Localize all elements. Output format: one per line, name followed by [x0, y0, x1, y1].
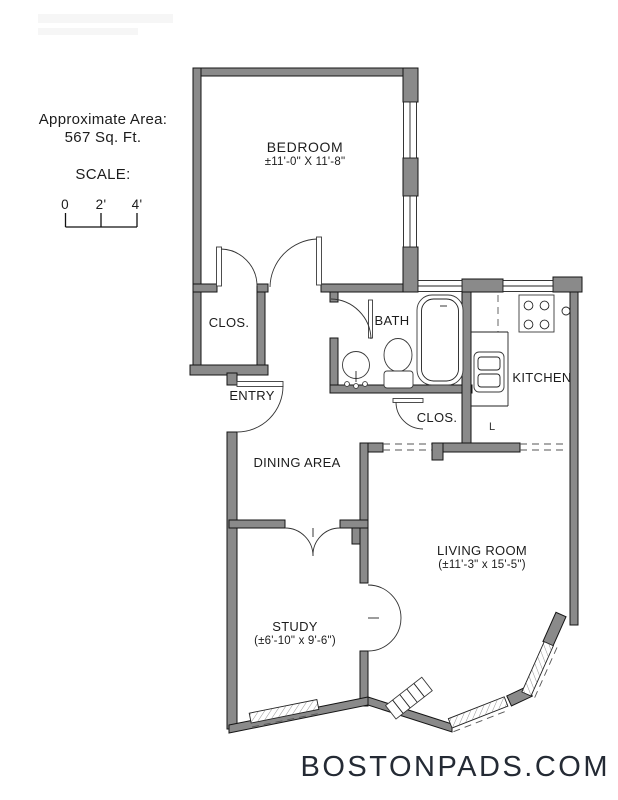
label-closet1: CLOS. — [208, 315, 250, 330]
label-dining: DINING AREA — [253, 455, 341, 470]
label-kitchen: KITCHEN — [512, 370, 572, 385]
kitchen-mark: L — [489, 421, 496, 433]
label-study-dims: (±6'-10" x 9'-6") — [254, 635, 336, 647]
bostonpads-brand: BOSTONPADS.COM — [300, 751, 610, 783]
door-bath — [331, 299, 373, 339]
window — [404, 196, 417, 247]
toilet — [384, 339, 413, 389]
bathtub — [417, 295, 463, 385]
kitchen-light — [562, 307, 570, 315]
stove — [519, 295, 554, 332]
label-bedroom: BEDROOM — [266, 139, 344, 155]
window — [503, 281, 553, 292]
bath-sink — [343, 352, 370, 389]
door-study-double — [285, 528, 340, 556]
label-closet2: CLOS. — [416, 410, 458, 425]
window — [404, 102, 417, 158]
door-living-french — [368, 585, 401, 651]
scale-tick: 2' — [95, 197, 107, 212]
label-bedroom-dims: ±11'-0" X 11'-8" — [264, 156, 346, 168]
area-value: 567 Sq. Ft. — [64, 129, 142, 146]
scale-tick: 4' — [131, 197, 143, 212]
area-label: Approximate Area: — [38, 111, 168, 128]
scale-tick: 0 — [61, 197, 69, 212]
kitchen-sink — [474, 352, 504, 392]
window — [418, 281, 462, 292]
scale-bar — [66, 213, 138, 227]
scale-label: SCALE: — [75, 166, 131, 183]
label-bath: BATH — [374, 313, 410, 328]
door-bedroom — [270, 237, 322, 287]
window — [522, 642, 557, 698]
label-entry: ENTRY — [229, 388, 275, 403]
window — [448, 697, 509, 732]
fixtures — [343, 295, 571, 719]
scale-ticks — [47, 197, 155, 212]
label-study: STUDY — [272, 619, 318, 634]
label-living-dims: (±11'-3" x 15'-5") — [438, 559, 526, 571]
label-living: LIVING ROOM — [437, 543, 527, 558]
door-closet1 — [217, 247, 258, 286]
